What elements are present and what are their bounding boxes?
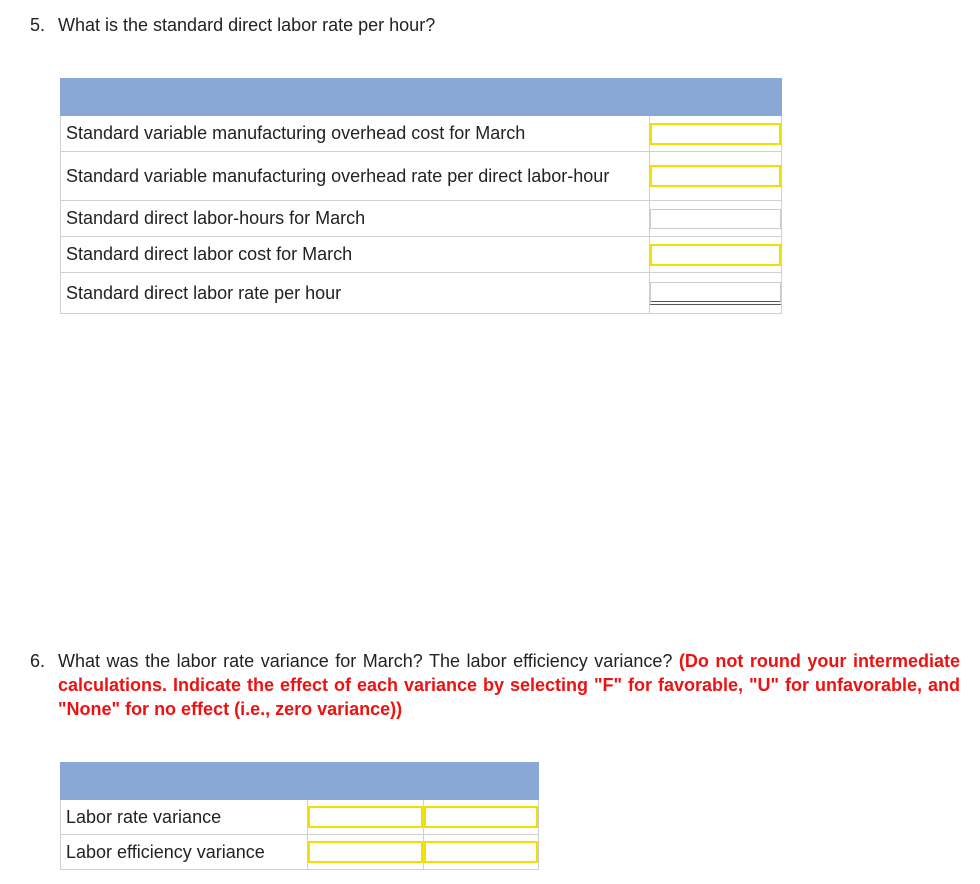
row-label-labor-efficiency-variance: Labor efficiency variance	[61, 835, 308, 870]
table-row	[61, 237, 782, 273]
row-label-voh-rate: Standard variable manufacturing overhead rate per direct labor-hour	[61, 152, 650, 201]
variance-table	[60, 762, 539, 870]
question-5-text: What is the standard direct labor rate per hour?	[58, 15, 436, 35]
input-voh-rate[interactable]	[650, 165, 781, 187]
row-label-std-dl-hours: Standard direct labor-hours for March	[61, 201, 650, 237]
row-label-voh-cost: Standard variable manufacturing overhead cost for March	[61, 116, 650, 152]
cell-std-dl-hours	[650, 201, 782, 237]
cell-std-dl-cost	[650, 237, 782, 273]
table-header-cell	[61, 79, 782, 116]
table-header-row	[61, 763, 539, 800]
row-label-std-dl-cost: Standard direct labor cost for March	[61, 237, 650, 273]
table-row	[61, 273, 782, 314]
table-row	[61, 152, 782, 201]
question-6-text: What was the labor rate variance for March? The labor efficiency variance?	[58, 651, 673, 671]
cell-labor-rate-effect	[423, 800, 538, 835]
input-labor-efficiency-effect[interactable]	[424, 841, 538, 863]
table-row	[61, 116, 782, 152]
question-5	[30, 13, 960, 37]
table-row	[61, 835, 539, 870]
input-labor-rate-amount[interactable]	[308, 806, 422, 828]
input-std-dl-cost[interactable]	[650, 244, 781, 266]
table-header-cell	[61, 763, 539, 800]
cell-std-dl-rate	[650, 273, 782, 314]
standard-rate-table	[60, 78, 782, 314]
input-voh-cost[interactable]	[650, 123, 781, 145]
question-6-body	[58, 649, 960, 721]
input-labor-efficiency-amount[interactable]	[308, 841, 422, 863]
question-6	[30, 649, 960, 721]
cell-voh-cost	[650, 116, 782, 152]
question-5-number: 5.	[30, 15, 46, 35]
cell-voh-rate	[650, 152, 782, 201]
row-label-labor-rate-variance: Labor rate variance	[61, 800, 308, 835]
cell-labor-efficiency-effect	[423, 835, 538, 870]
row-label-std-dl-rate: Standard direct labor rate per hour	[61, 273, 650, 314]
table-row	[61, 800, 539, 835]
cell-labor-efficiency-amount	[308, 835, 423, 870]
input-labor-rate-effect[interactable]	[424, 806, 538, 828]
table-row	[61, 201, 782, 237]
question-6-number: 6.	[30, 651, 46, 671]
question-6-instruction: (Do not round your intermediate calculations. Indicate the effect of each variance by selecting "F" for favorable, "U" for unfavorable, and "None" for no effect (i.e., zero variance))	[58, 651, 960, 719]
input-std-dl-rate[interactable]	[650, 282, 781, 305]
input-std-dl-hours[interactable]	[650, 209, 781, 229]
table-header-row	[61, 79, 782, 116]
cell-labor-rate-amount	[308, 800, 423, 835]
